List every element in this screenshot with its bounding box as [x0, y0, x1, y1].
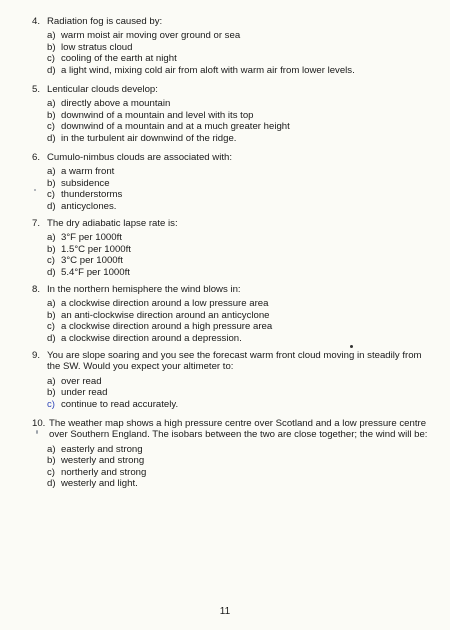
option-letter: d): [47, 266, 56, 278]
option-text: an anti-clockwise direction around an anticyclone: [61, 309, 270, 321]
option-c: [47, 189, 432, 200]
question-stem: [32, 16, 432, 27]
options-list: [47, 376, 432, 410]
option-c: [47, 53, 432, 64]
question-number: 4.: [32, 16, 41, 27]
option-text: in the turbulent air downwind of the ridge.: [61, 132, 237, 144]
option-letter: a): [47, 375, 56, 387]
option-d: [47, 201, 432, 212]
option-d: [47, 267, 432, 278]
question-text: Lenticular clouds develop:: [47, 84, 158, 95]
option-letter: a): [47, 166, 56, 178]
question-stem: [32, 84, 432, 95]
question-stem: [32, 284, 432, 295]
option-a: [47, 232, 432, 243]
option-c: [47, 399, 432, 410]
question-number: 7.: [32, 218, 41, 229]
option-text: downwind of a mountain and level with its top: [61, 109, 254, 121]
option-letter: c): [47, 53, 55, 65]
scan-speck: [36, 430, 38, 434]
option-text: a light wind, mixing cold air from aloft with warm air from lower levels.: [61, 64, 355, 76]
option-c: [47, 467, 432, 478]
option-text: northerly and strong: [61, 466, 147, 478]
question-number: 5.: [32, 84, 41, 95]
page-number: 11: [219, 606, 231, 617]
option-text: a clockwise direction around a low pressure area: [61, 298, 269, 310]
options-list: [47, 232, 432, 278]
option-a: [47, 98, 432, 109]
question-9: [32, 350, 432, 410]
option-letter: a): [47, 443, 56, 455]
option-letter: c): [47, 255, 55, 267]
option-b: [47, 387, 432, 398]
option-d: [47, 65, 432, 76]
option-c: [47, 321, 432, 332]
question-stem: [32, 350, 432, 373]
option-b: [47, 42, 432, 53]
option-text: over read: [61, 375, 102, 387]
option-text: westerly and light.: [61, 478, 138, 490]
option-letter: b): [47, 41, 56, 53]
option-letter: a): [47, 232, 56, 244]
option-letter: c): [47, 321, 55, 333]
option-text: cooling of the earth at night: [61, 53, 177, 65]
option-b: [47, 110, 432, 121]
option-text: a clockwise direction around a high pressure area: [61, 321, 273, 333]
option-text: a clockwise direction around a depression.: [61, 332, 242, 344]
option-a: [47, 30, 432, 41]
option-letter: b): [47, 309, 56, 321]
option-letter: d): [47, 64, 56, 76]
option-letter: c): [47, 121, 55, 133]
question-number: 10.: [32, 418, 46, 429]
option-text: low stratus cloud: [61, 41, 133, 53]
option-letter: d): [47, 478, 56, 490]
option-text: 5.4°F per 1000ft: [61, 266, 130, 278]
option-letter: b): [47, 109, 56, 121]
option-text: under read: [61, 387, 108, 399]
option-text: warm moist air moving over ground or sea: [61, 30, 241, 42]
option-a: [47, 444, 432, 455]
option-letter: b): [47, 387, 56, 399]
option-d: [47, 478, 432, 489]
option-text: 1.5°C per 1000ft: [61, 243, 131, 255]
option-text: directly above a mountain: [61, 98, 171, 110]
question-8: [32, 284, 432, 344]
question-stem: [32, 418, 432, 441]
option-letter: d): [47, 332, 56, 344]
question-number: 9.: [32, 350, 41, 361]
option-a: [47, 376, 432, 387]
question-stem: [32, 152, 432, 163]
question-text: Cumulo-nimbus clouds are associated with:: [47, 152, 233, 163]
question-4: [32, 16, 432, 76]
option-text: 3°F per 1000ft: [61, 232, 122, 244]
options-list: [47, 30, 432, 76]
question-10: [32, 418, 432, 489]
question-7: [32, 218, 432, 278]
option-letter: c): [47, 398, 55, 410]
option-letter: c): [47, 189, 55, 201]
question-text: The dry adiabatic lapse rate is:: [47, 218, 178, 229]
option-b: [47, 310, 432, 321]
option-d: [47, 133, 432, 144]
option-letter: d): [47, 200, 56, 212]
option-text: anticyclones.: [61, 200, 117, 212]
option-letter: b): [47, 455, 56, 467]
option-text: a warm front: [61, 166, 115, 178]
option-d: [47, 333, 432, 344]
option-letter: a): [47, 298, 56, 310]
option-letter: d): [47, 132, 56, 144]
question-number: 6.: [32, 152, 41, 163]
scan-speck: [34, 189, 36, 191]
option-text: downwind of a mountain and at a much greater height: [61, 121, 290, 133]
option-letter: a): [47, 98, 56, 110]
question-text: You are slope soaring and you see the forecast warm front cloud moving in steadily from the SW. Would you expect your altimeter to:: [47, 350, 422, 373]
option-letter: b): [47, 243, 56, 255]
option-c: [47, 121, 432, 132]
option-b: [47, 178, 432, 189]
option-text: easterly and strong: [61, 443, 143, 455]
option-letter: b): [47, 177, 56, 189]
option-a: [47, 166, 432, 177]
options-list: [47, 298, 432, 344]
options-list: [47, 444, 432, 490]
option-a: [47, 298, 432, 309]
option-text: continue to read accurately.: [61, 398, 179, 410]
option-text: subsidence: [61, 177, 110, 189]
scan-speck: [350, 345, 353, 348]
options-list: [47, 98, 432, 144]
option-text: thunderstorms: [61, 189, 123, 201]
option-text: westerly and strong: [61, 455, 145, 467]
question-text: The weather map shows a high pressure centre over Scotland and a low pressure centre over Southern England. The isobars between the two are close together; the wind will be:: [49, 418, 428, 441]
options-list: [47, 166, 432, 212]
question-text: Radiation fog is caused by:: [47, 16, 163, 27]
option-b: [47, 455, 432, 466]
question-number: 8.: [32, 284, 41, 295]
question-5: [32, 84, 432, 144]
option-letter: a): [47, 30, 56, 42]
question-text: In the northern hemisphere the wind blows in:: [47, 284, 241, 295]
option-letter: c): [47, 466, 55, 478]
option-c: [47, 255, 432, 266]
question-6: [32, 152, 432, 212]
question-stem: [32, 218, 432, 229]
option-b: [47, 244, 432, 255]
option-text: 3°C per 1000ft: [61, 255, 123, 267]
